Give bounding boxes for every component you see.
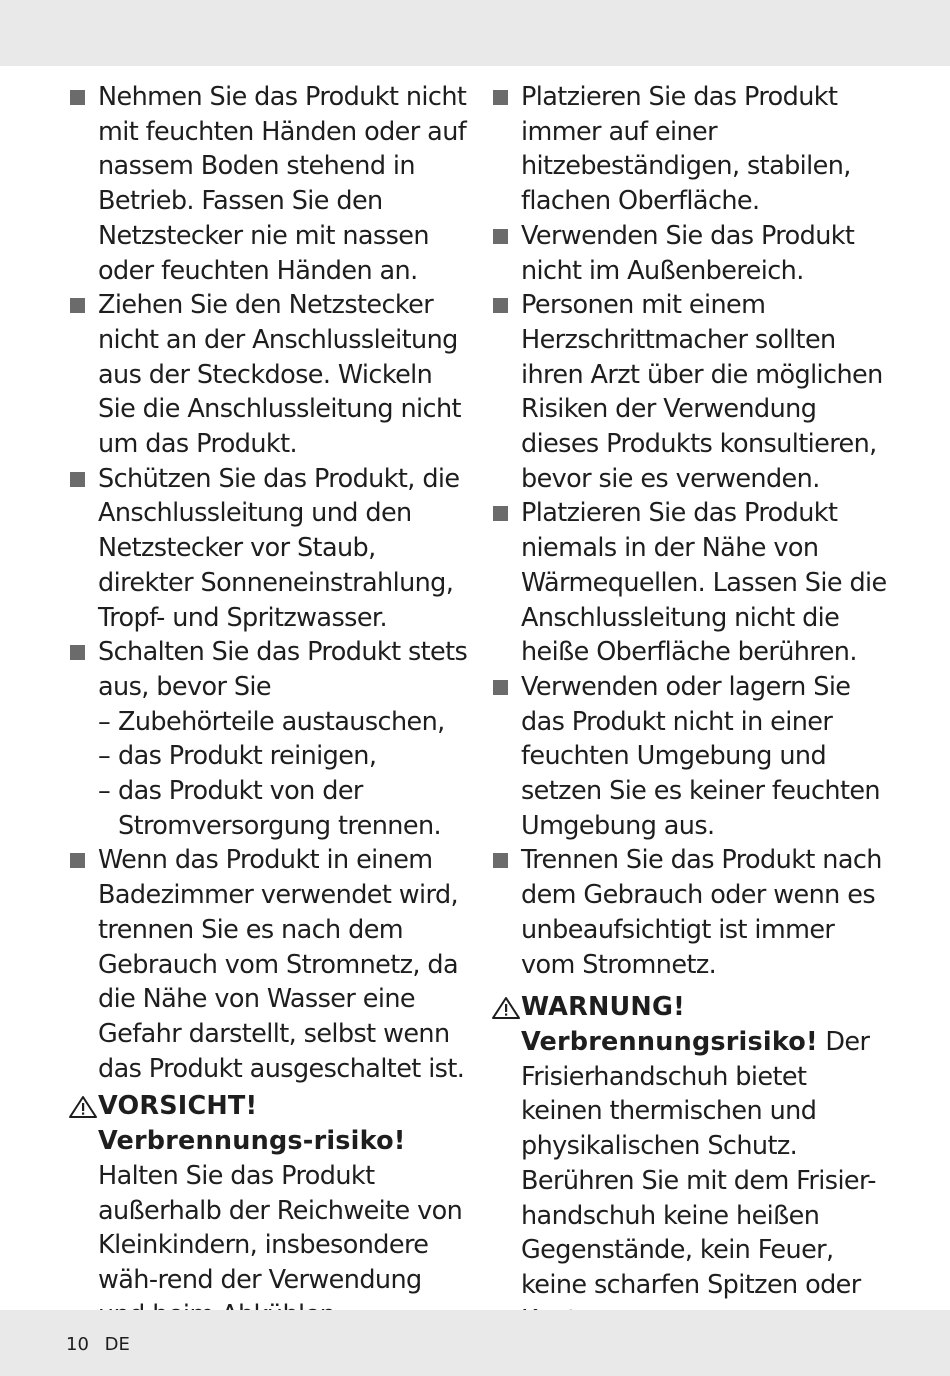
list-item [70, 635, 470, 843]
caution-notice [70, 1089, 470, 1332]
warning-sublabel: Verbrennungsrisiko! [521, 1026, 818, 1057]
dash-icon: – [98, 776, 111, 807]
dash-icon: – [98, 741, 111, 772]
square-bullet-icon [70, 298, 85, 313]
list-item [493, 288, 893, 496]
caution-paragraph [98, 1089, 470, 1332]
page-number: 10 [66, 1334, 89, 1355]
sub-list-item-text: das Produkt reinigen, [118, 741, 377, 772]
sub-list-item-text: das Produkt von der Stromversorgung trennen. [118, 776, 442, 841]
warning-paragraph [521, 1025, 893, 1164]
warning-notice [493, 990, 893, 1337]
square-bullet-icon [70, 90, 85, 105]
square-bullet-icon [493, 229, 508, 244]
square-bullet-icon [70, 645, 85, 660]
list-item-text: Platzieren Sie das Produkt immer auf einer hitzebeständigen, stabilen, flachen Oberfläche. [521, 82, 851, 217]
right-column [493, 80, 893, 1337]
square-bullet-icon [493, 298, 508, 313]
square-bullet-icon [493, 680, 508, 695]
list-item [493, 496, 893, 670]
caution-label: VORSICHT! Verbrennungs-risiko! [98, 1091, 406, 1157]
sub-list-item [98, 739, 470, 774]
list-item-text: Verwenden oder lagern Sie das Produkt nicht in einer feuchten Umgebung und setzen Sie es keiner feuchten Umgebung aus. [521, 671, 880, 841]
list-item-text: Ziehen Sie den Netzstecker nicht an der Anschlussleitung aus der Steckdose. Wickeln Sie die Anschlussleitung nicht um das Produkt. [98, 290, 461, 460]
list-item [70, 288, 470, 462]
warning-label: WARNUNG! [521, 992, 685, 1023]
list-item-text: Verwenden Sie das Produkt nicht im Außenbereich. [521, 220, 855, 286]
list-item [493, 219, 893, 288]
sub-list-item [98, 705, 470, 740]
header-band [0, 0, 950, 66]
warning-text: Der Frisierhandschuh bietet keinen thermischen und physikalischen Schutz. [521, 1026, 870, 1162]
warning-triangle-icon [68, 1095, 98, 1119]
dash-icon: – [98, 706, 111, 737]
square-bullet-icon [70, 853, 85, 868]
page-footer [66, 1334, 140, 1355]
list-item-text: Wenn das Produkt in einem Badezimmer verwendet wird, trennen Sie es nach dem Gebrauch vom Stromnetz, da die Nähe von Wasser eine Gefahr darstellt, selbst wenn das Produkt ausgeschaltet ist. [98, 845, 465, 1084]
warning-triangle-icon [491, 996, 521, 1020]
list-item-text: Personen mit einem Herzschrittmacher sollten ihren Arzt über die möglichen Risiken der Verwendung dieses Produkts konsultieren, bevor sie es verwenden. [521, 290, 883, 494]
list-item-text: Trennen Sie das Produkt nach dem Gebrauch oder wenn es unbeaufsichtigt ist immer vom Stromnetz. [521, 845, 882, 980]
list-item [70, 843, 470, 1086]
left-column [70, 80, 470, 1332]
list-item-text: Schützen Sie das Produkt, die Anschlussleitung und den Netzstecker vor Staub, direkter Sonneneinstrahlung, Tropf- und Spritzwasser. [98, 463, 460, 633]
list-item [493, 843, 893, 982]
square-bullet-icon [493, 853, 508, 868]
sub-list-item [98, 774, 470, 843]
square-bullet-icon [70, 472, 85, 487]
square-bullet-icon [493, 506, 508, 521]
list-item-text: Nehmen Sie das Produkt nicht mit feuchten Händen oder auf nassem Boden stehend in Betrieb. Fassen Sie den Netzstecker nie mit nassen oder feuchten Händen an. [98, 82, 467, 286]
caution-text: Halten Sie das Produkt außerhalb der Reichweite von Kleinkindern, insbesondere wäh-rend der Verwendung [98, 1160, 463, 1295]
sub-list-item-text: Zubehörteile austauschen, [118, 706, 445, 737]
list-item [493, 80, 893, 219]
list-item [70, 80, 470, 288]
list-item-text: Platzieren Sie das Produkt niemals in der Nähe von Wärmequellen. Lassen Sie die Anschlussleitung nicht die heiße Oberfläche berühren. [521, 498, 887, 668]
list-item [493, 670, 893, 844]
list-item [70, 462, 470, 636]
warning-heading [521, 990, 893, 1025]
warning-paragraph-2: Berühren Sie mit dem Frisier-handschuh keine heißen Gegenstände, kein Feuer, keine scharfen Spitzen oder [521, 1165, 876, 1300]
list-item-text: Schalten Sie das Produkt stets aus, bevor Sie [98, 637, 468, 702]
square-bullet-icon [493, 90, 508, 105]
footer-band [0, 1310, 950, 1376]
language-code: DE [104, 1334, 130, 1355]
